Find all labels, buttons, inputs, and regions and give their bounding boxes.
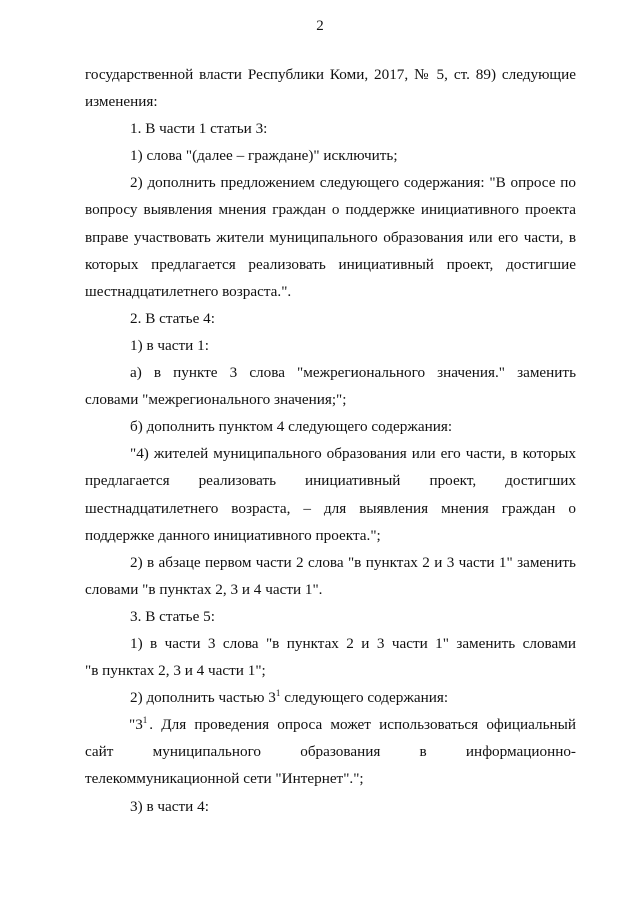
text-line: предлагается реализовать инициативный проект, достигших (85, 472, 576, 490)
superscript: 1 (142, 715, 148, 726)
text-line: словами "межрегионального значения;"; (85, 391, 347, 409)
text-line: поддержке данного инициативного проекта."; (85, 526, 381, 544)
text-fragment: следующего содержания: (280, 689, 449, 707)
text-line: изменения: (85, 93, 158, 111)
text-line: вопросу выявления мнения граждан о поддержке инициативного проекта (85, 201, 576, 219)
text-line (85, 684, 576, 711)
text-line: сайт муниципального образования в информационно- (85, 743, 576, 761)
text-line: которых предлагается реализовать инициативный проект, достигшие (85, 255, 576, 273)
text-line: шестнадцатилетнего возраста.". (85, 282, 292, 300)
text-fragment: "3 (129, 716, 143, 734)
text-line: словами "в пунктах 2, 3 и 4 части 1". (85, 580, 323, 598)
text-fragment: 2) дополнить частью 3 (130, 689, 276, 707)
text-line: "4) жителей муниципального образования или его части, в которых (130, 445, 576, 463)
text-line: вправе участвовать жители муниципального образования или его части, в (85, 228, 576, 246)
page-number: 2 (316, 18, 324, 34)
superscript: 1 (275, 688, 281, 699)
text-line: 3. В статье 5: (130, 607, 215, 625)
text-line: шестнадцатилетнего возраста, – для выявления мнения граждан о (85, 499, 576, 517)
text-line: 2) в абзаце первом части 2 слова "в пунктах 2 и 3 части 1" заменить (130, 553, 576, 571)
text-line: 2) дополнить предложением следующего содержания: "В опросе по (130, 174, 576, 192)
text-line: государственной власти Республики Коми, 2017, № 5, ст. 89) следующие (85, 66, 576, 83)
text-line: а) в пункте 3 слова "межрегионального значения." заменить (130, 364, 576, 382)
text-line: 1) в части 1: (130, 336, 209, 354)
text-line: 1. В части 1 статьи 3: (130, 120, 268, 138)
text-line: телекоммуникационной сети "Интернет"."; (85, 770, 364, 788)
text-line: "в пунктах 2, 3 и 4 части 1"; (85, 662, 266, 680)
text-line: 2. В статье 4: (130, 309, 215, 327)
document-body (85, 61, 576, 820)
text-line: 1) слова "(далее – граждане)" исключить; (130, 147, 398, 165)
text-line: 3) в части 4: (130, 797, 209, 815)
text-fragment-group (129, 711, 147, 738)
text-fragment: . Для проведения опроса может использоваться официальный (149, 716, 576, 734)
text-line (85, 711, 576, 738)
text-line: 1) в части 3 слова "в пунктах 2 и 3 части 1" заменить словами (130, 634, 576, 652)
text-line: б) дополнить пунктом 4 следующего содержания: (130, 418, 453, 436)
